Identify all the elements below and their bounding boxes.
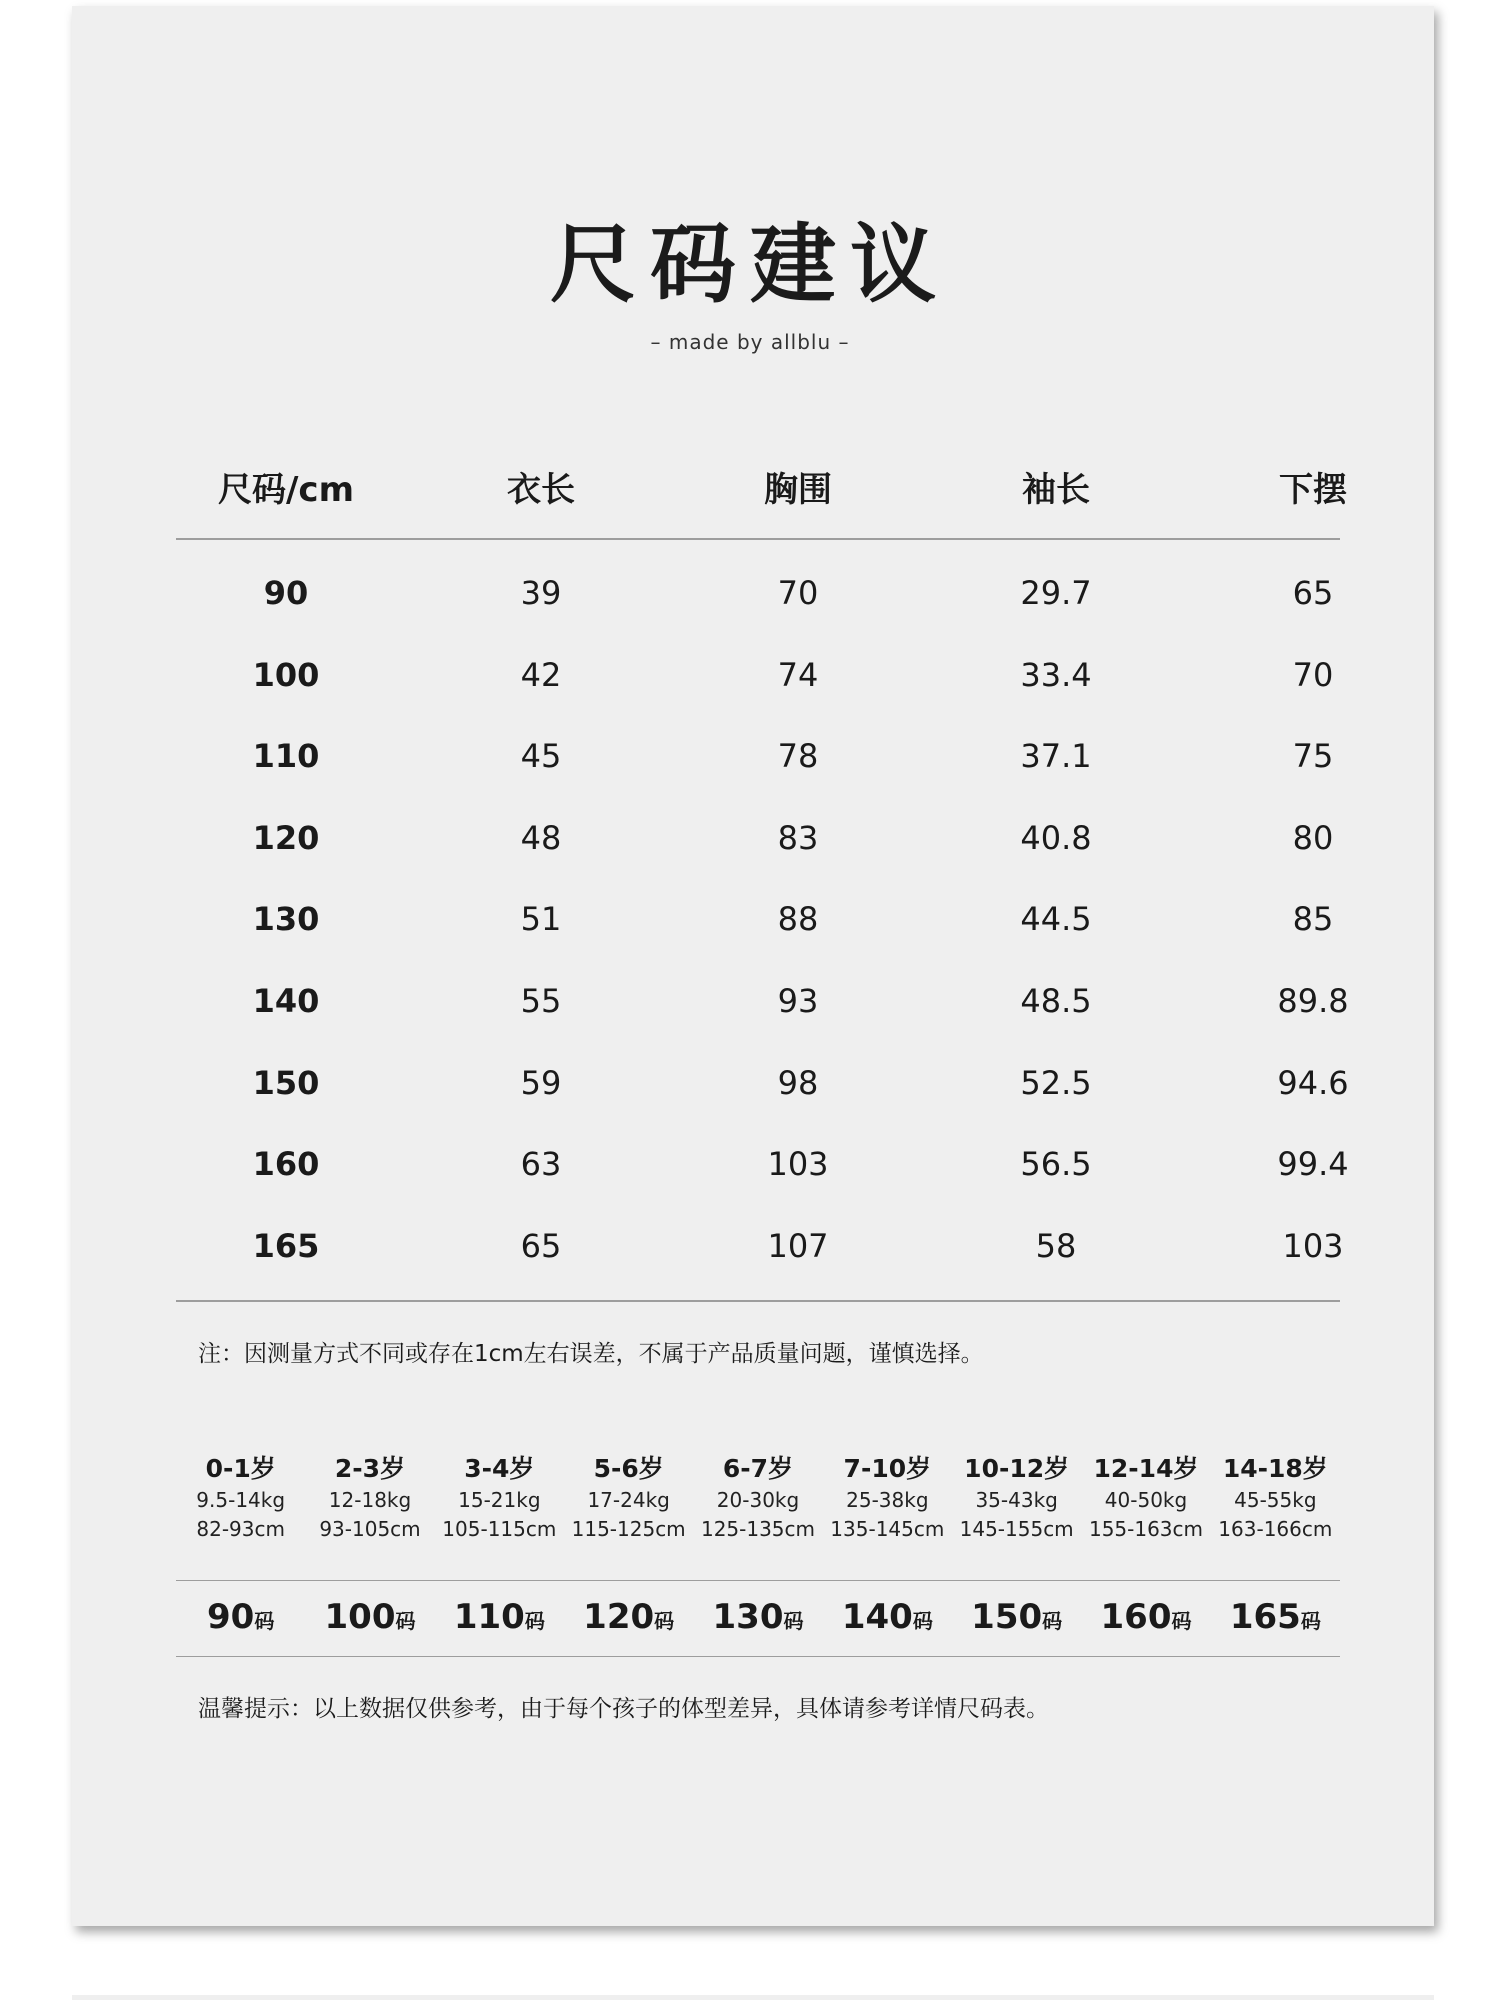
- size-code-number: 140: [841, 1597, 913, 1637]
- header-size: 尺码/cm: [218, 470, 354, 510]
- table-row: [176, 889, 1340, 949]
- size-code-unit: 码: [254, 1609, 275, 1633]
- age-guide-divider-bottom: [176, 1656, 1340, 1657]
- cell-hem: 89.8: [1277, 982, 1349, 1020]
- height-range: 155-163cm: [1088, 1517, 1204, 1541]
- age-guide-item: [1210, 1452, 1340, 1544]
- age-guide-item: [434, 1452, 564, 1544]
- size-code-number: 110: [453, 1597, 525, 1637]
- table-row: [176, 563, 1340, 623]
- size-table-header: [176, 455, 1347, 525]
- size-code-unit: 码: [524, 1609, 545, 1633]
- age-guide-item: [564, 1452, 694, 1544]
- cell-size: 120: [252, 818, 320, 857]
- weight-range: 17-24kg: [587, 1488, 670, 1512]
- cell-length: 48: [520, 818, 562, 857]
- table-row: [176, 1216, 1344, 1276]
- cell-size: 165: [252, 1226, 320, 1265]
- cell-sleeve: 37.1: [1020, 737, 1092, 776]
- age-label: 0-1岁: [205, 1454, 276, 1483]
- height-range: 93-105cm: [319, 1517, 421, 1541]
- size-code: [822, 1580, 952, 1660]
- cell-hem: 94.6: [1277, 1063, 1349, 1102]
- cell-size: 140: [252, 982, 320, 1020]
- cell-hem: 70: [1292, 655, 1334, 694]
- height-range: 105-115cm: [442, 1517, 557, 1541]
- size-code: [305, 1580, 435, 1660]
- cell-chest: 70: [777, 574, 819, 612]
- weight-range: 12-18kg: [328, 1488, 412, 1512]
- age-guide-item: [952, 1452, 1082, 1544]
- cell-length: 65: [520, 1226, 562, 1265]
- height-range: 115-125cm: [571, 1517, 686, 1541]
- cell-length: 39: [520, 574, 562, 612]
- size-code-number: 100: [324, 1597, 396, 1637]
- size-code: [1081, 1580, 1211, 1660]
- age-label: 14-18岁: [1222, 1454, 1328, 1483]
- table-row: [176, 645, 1340, 705]
- size-code-number: 120: [583, 1597, 655, 1637]
- size-code-number: 160: [1100, 1597, 1172, 1637]
- size-code-unit: 码: [1042, 1609, 1063, 1633]
- cell-size: 100: [252, 655, 320, 694]
- cell-chest: 107: [767, 1226, 829, 1265]
- table-row: [176, 808, 1340, 868]
- weight-range: 40-50kg: [1104, 1488, 1188, 1512]
- size-code: [952, 1580, 1082, 1660]
- size-code-number: 150: [971, 1597, 1043, 1637]
- table-row: [176, 971, 1349, 1031]
- cell-hem: 103: [1282, 1226, 1344, 1265]
- weight-range: 20-30kg: [716, 1488, 800, 1512]
- cell-sleeve: 29.7: [1020, 574, 1092, 612]
- weight-range: 45-55kg: [1234, 1488, 1317, 1512]
- cell-sleeve: 48.5: [1020, 982, 1092, 1020]
- cell-sleeve: 44.5: [1020, 900, 1092, 939]
- age-label: 12-14岁: [1093, 1454, 1199, 1483]
- age-label: 10-12岁: [964, 1454, 1070, 1483]
- weight-range: 25-38kg: [846, 1488, 929, 1512]
- cell-length: 42: [520, 655, 562, 694]
- weight-range: 9.5-14kg: [196, 1488, 286, 1512]
- height-range: 135-145cm: [830, 1517, 945, 1541]
- cell-chest: 78: [777, 737, 819, 776]
- size-code-unit: 码: [1171, 1609, 1192, 1633]
- table-top-divider: [176, 538, 1340, 540]
- size-code: [693, 1580, 823, 1660]
- cell-size: 150: [252, 1063, 320, 1102]
- size-code-row: [176, 1580, 1340, 1655]
- header-sleeve: 袖长: [1022, 470, 1090, 510]
- age-label: 3-4岁: [464, 1454, 535, 1483]
- page-title: 尺码建议: [550, 215, 950, 315]
- cell-sleeve: 56.5: [1020, 1145, 1092, 1184]
- age-guide-row: [176, 1452, 1340, 1572]
- cell-chest: 88: [777, 900, 819, 939]
- cell-length: 45: [520, 737, 562, 776]
- cell-sleeve: 33.4: [1020, 655, 1092, 694]
- size-code: [176, 1580, 306, 1660]
- cell-size: 90: [263, 574, 309, 612]
- height-range: 163-166cm: [1218, 1517, 1333, 1541]
- age-guide-item: [176, 1452, 306, 1544]
- cell-sleeve: 52.5: [1020, 1063, 1092, 1102]
- cell-chest: 74: [777, 655, 819, 694]
- table-row: [176, 1134, 1349, 1194]
- height-range: 125-135cm: [700, 1517, 816, 1541]
- cell-hem: 75: [1292, 737, 1334, 776]
- size-code-unit: 码: [395, 1609, 416, 1633]
- height-range: 82-93cm: [196, 1517, 285, 1541]
- size-code-unit: 码: [912, 1609, 933, 1633]
- weight-range: 35-43kg: [975, 1488, 1058, 1512]
- age-guide-item: [822, 1452, 952, 1544]
- page-subtitle: – made by allblu –: [650, 330, 850, 354]
- age-guide-item: [305, 1452, 435, 1544]
- cell-hem: 65: [1292, 574, 1334, 612]
- age-guide-item: [1081, 1452, 1211, 1544]
- cell-size: 130: [252, 900, 320, 939]
- header-chest: 胸围: [764, 470, 832, 510]
- cell-chest: 103: [767, 1145, 829, 1184]
- table-row: [176, 1053, 1349, 1113]
- cell-hem: 80: [1292, 818, 1334, 857]
- size-code-unit: 码: [783, 1609, 804, 1633]
- header-length: 衣长: [507, 470, 575, 510]
- cell-sleeve: 40.8: [1020, 818, 1092, 857]
- weight-range: 15-21kg: [458, 1488, 541, 1512]
- age-label: 5-6岁: [593, 1454, 664, 1483]
- age-guide-item: [693, 1452, 823, 1544]
- cell-sleeve: 58: [1035, 1226, 1077, 1265]
- cell-chest: 93: [777, 982, 819, 1020]
- cell-chest: 98: [777, 1063, 819, 1102]
- next-card-edge: [72, 1995, 1434, 2000]
- cell-length: 55: [520, 982, 562, 1020]
- size-code-unit: 码: [654, 1609, 675, 1633]
- header-hem: 下摆: [1279, 470, 1347, 510]
- warm-tip: 温馨提示：以上数据仅供参考，由于每个孩子的体型差异，具体请参考详情尺码表。: [198, 1696, 1049, 1722]
- measurement-note: 注：因测量方式不同或存在1cm左右误差，不属于产品质量问题，谨慎选择。: [198, 1341, 984, 1367]
- cell-size: 110: [252, 737, 320, 776]
- cell-hem: 99.4: [1277, 1145, 1349, 1184]
- age-label: 6-7岁: [722, 1454, 794, 1483]
- height-range: 145-155cm: [959, 1517, 1074, 1541]
- cell-chest: 83: [777, 818, 819, 857]
- size-code-unit: 码: [1300, 1609, 1321, 1633]
- size-code-number: 90: [207, 1597, 255, 1637]
- cell-length: 59: [520, 1063, 562, 1102]
- age-label: 7-10岁: [843, 1454, 932, 1483]
- size-code: [434, 1580, 564, 1660]
- cell-hem: 85: [1292, 900, 1334, 939]
- size-code-number: 165: [1229, 1597, 1301, 1637]
- cell-length: 63: [520, 1145, 562, 1184]
- cell-size: 160: [252, 1145, 320, 1184]
- size-code: [1210, 1580, 1340, 1660]
- table-bottom-divider: [176, 1300, 1340, 1302]
- table-row: [176, 726, 1340, 786]
- size-code: [564, 1580, 694, 1660]
- cell-length: 51: [520, 900, 562, 939]
- age-label: 2-3岁: [334, 1454, 406, 1483]
- size-code-number: 130: [712, 1597, 784, 1637]
